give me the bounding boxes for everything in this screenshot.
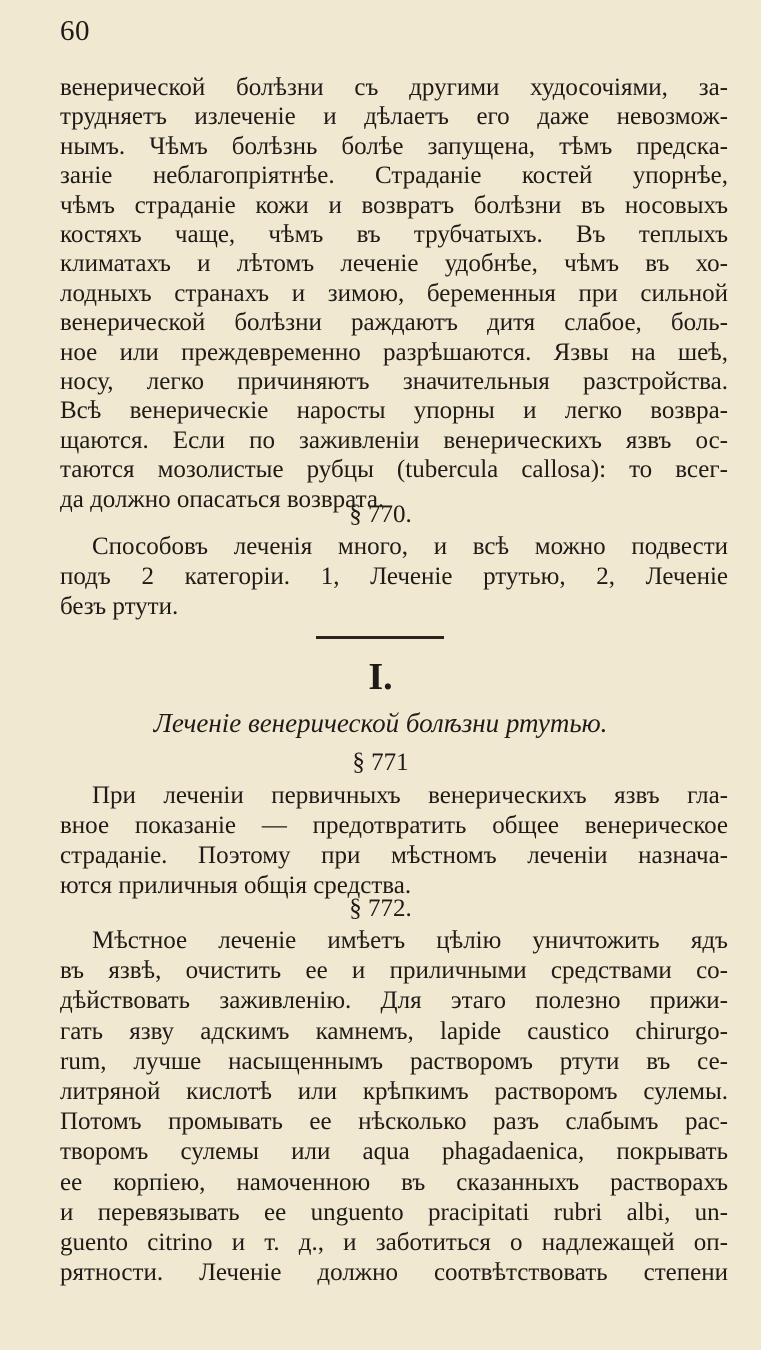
text-line: При леченіи первичныхъ венерическихъ язвъ гла- bbox=[92, 782, 728, 809]
text-line: Потомъ промывать ее нѣсколько разъ слабымъ рас- bbox=[60, 1108, 728, 1135]
section-heading-770: § 770. bbox=[349, 501, 412, 528]
text-line: страданіе. Поэтому при мѣстномъ леченіи назнача- bbox=[60, 842, 728, 869]
text-line: костяхъ чаще, чѣмъ въ трубчатыхъ. Въ теплыхъ bbox=[60, 221, 728, 248]
page-number: 60 bbox=[60, 15, 90, 47]
text-line: rum, лучше насыщеннымъ растворомъ ртути въ се- bbox=[60, 1048, 728, 1075]
text-line: гать язву адскимъ камнемъ, lapide caustico chirurgo- bbox=[60, 1018, 728, 1045]
text-line: guento citrino и т. д., и заботиться о надлежащей оп- bbox=[60, 1229, 728, 1256]
section-heading-771: § 771 bbox=[352, 749, 409, 776]
text-line: венерической болѣзни раждаютъ дитя слабое, боль- bbox=[60, 309, 728, 336]
text-line: да должно опасаться возврата. bbox=[60, 486, 385, 513]
text-line: въ язвѣ, очистить ее и приличными средствами со- bbox=[60, 957, 728, 984]
section-divider-rule bbox=[316, 636, 444, 639]
text-line: Всѣ венерическіе наросты упорны и легко возвра- bbox=[60, 397, 728, 424]
text-line: вное показаніе — предотвратить общее венерическое bbox=[60, 812, 728, 839]
text-line: творомъ сулемы или aqua phagadaenica, покрывать bbox=[60, 1138, 728, 1165]
text-line: ются приличныя общія средства. bbox=[60, 872, 412, 899]
text-line: дѣйствовать заживленію. Для этаго полезно прижи- bbox=[60, 987, 728, 1014]
text-line: лодныхъ странахъ и зимою, беременныя при сильной bbox=[60, 280, 728, 307]
text-line: нымъ. Чѣмъ болѣзнь болѣе запущена, тѣмъ предска- bbox=[60, 133, 728, 160]
text-line: безъ ртути. bbox=[60, 593, 179, 620]
text-line: и перевязывать ее unguento pracipitati rubri albi, un- bbox=[60, 1199, 728, 1226]
text-line: таются мозолистые рубцы (tubercula callosa): то всег- bbox=[60, 456, 728, 483]
text-line: трудняетъ излеченіе и дѣлаетъ его даже невозмож- bbox=[60, 103, 728, 130]
text-line: Способовъ леченія много, и всѣ можно подвести bbox=[92, 533, 728, 560]
text-line: климатахъ и лѣтомъ леченіе удобнѣе, чѣмъ въ хо- bbox=[60, 250, 728, 277]
text-line: ное или преждевременно разрѣшаются. Язвы на шеѣ, bbox=[60, 339, 728, 366]
text-line: Мѣстное леченіе имѣетъ цѣлію уничтожить ядъ bbox=[92, 927, 728, 954]
text-line: носу, легко причиняютъ значительныя разстройства. bbox=[60, 368, 728, 395]
part-numeral: I. bbox=[368, 656, 393, 698]
text-line: литряной кислотѣ или крѣпкимъ растворомъ сулемы. bbox=[60, 1078, 728, 1105]
text-line: щаются. Если по заживленіи венерическихъ язвъ ос- bbox=[60, 427, 728, 454]
text-line: рятности. Леченіе должно соотвѣтствовать степени bbox=[60, 1259, 728, 1286]
section-heading-772: § 772. bbox=[349, 895, 412, 922]
text-line: ее корпіею, намоченною въ сказанныхъ растворахъ bbox=[60, 1169, 728, 1196]
text-line: подъ 2 категоріи. 1, Леченіе ртутью, 2, Леченіе bbox=[60, 563, 728, 590]
part-title: Леченіе венерической болѣзни ртутью. bbox=[153, 708, 608, 738]
text-line: заніе неблагопріятнѣе. Страданіе костей упорнѣе, bbox=[60, 162, 728, 189]
text-line: венерической болѣзни съ другими худосочіями, за- bbox=[60, 74, 728, 101]
text-line: чѣмъ страданіе кожи и возвратъ болѣзни въ носовыхъ bbox=[60, 192, 728, 219]
